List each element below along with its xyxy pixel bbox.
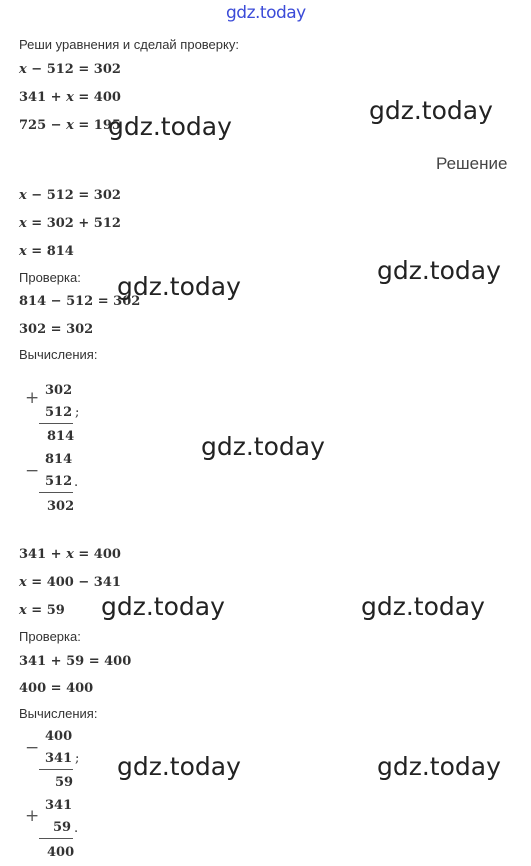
equation-text: 341 + (19, 90, 67, 105)
equation-text: = 400 (73, 90, 121, 105)
plus-sign: + (25, 806, 40, 826)
column-result: 814 (47, 429, 75, 444)
solution2-line-2 (19, 575, 121, 590)
variable: x (19, 603, 27, 618)
variable: x (19, 188, 27, 203)
variable: x (66, 118, 74, 133)
solution2-check-label: Проверка: (19, 629, 81, 644)
variable: x (19, 575, 27, 590)
solution1-line-2 (19, 216, 121, 231)
task-equation-1 (19, 62, 121, 77)
variable: x (66, 90, 74, 105)
column-divider (39, 492, 73, 493)
solution1-check-label: Проверка: (19, 270, 81, 285)
task-equation-2 (19, 90, 121, 105)
variable: x (19, 216, 27, 231)
column-divider (39, 423, 73, 424)
minus-sign: − (25, 738, 40, 758)
column-result: 302 (47, 499, 75, 514)
column-operand-top: 814 (45, 452, 73, 467)
column-result: 59 (55, 775, 74, 790)
watermark: gdz.today (117, 752, 241, 781)
column-operand-top: 302 (45, 383, 73, 398)
watermark: gdz.today (361, 592, 485, 621)
equation-text: − 512 = 302 (26, 188, 121, 203)
column-operand-top: 341 (45, 798, 73, 813)
variable: x (19, 244, 27, 259)
variable: x (19, 62, 27, 77)
column-result: 400 (47, 845, 75, 860)
equation-text: = 400 − 341 (26, 575, 121, 590)
solution1-calc-label: Вычисления: (19, 347, 98, 362)
equation-text: 725 − (19, 118, 67, 133)
solution1-check-2: 302 = 302 (19, 322, 94, 337)
watermark: gdz.today (101, 592, 225, 621)
punctuation: ; (75, 751, 80, 766)
solution2-calc-label: Вычисления: (19, 706, 98, 721)
task-equation-3 (19, 118, 121, 133)
plus-sign: + (25, 388, 40, 408)
column-operand-bottom: 512 (45, 405, 73, 420)
equation-text: = 59 (26, 603, 65, 618)
punctuation: ; (75, 405, 80, 420)
solution1-check-1: 814 − 512 = 302 (19, 294, 141, 309)
solution1-line-3 (19, 244, 74, 259)
equation-text: = 302 + 512 (26, 216, 121, 231)
column-operand-bottom: 341 (45, 751, 73, 766)
task-prompt: Реши уравнения и сделай проверку: (19, 37, 239, 52)
punctuation: . (74, 821, 79, 836)
solution2-check-1: 341 + 59 = 400 (19, 654, 132, 669)
equation-text: = 195 (73, 118, 121, 133)
watermark: gdz.today (377, 256, 501, 285)
site-logo[interactable]: gdz.today (226, 3, 306, 23)
equation-text: = 400 (73, 547, 121, 562)
column-divider (39, 838, 73, 839)
column-operand-bottom: 512 (45, 474, 73, 489)
watermark: gdz.today (377, 752, 501, 781)
solution1-line-1 (19, 188, 121, 203)
equation-text: 341 + (19, 547, 67, 562)
punctuation: . (74, 475, 79, 490)
solution2-line-1 (19, 547, 121, 562)
watermark: gdz.today (369, 96, 493, 125)
watermark: gdz.today (117, 272, 241, 301)
watermark: gdz.today (201, 432, 325, 461)
column-operand-top: 400 (45, 729, 73, 744)
solution2-line-3 (19, 603, 65, 618)
minus-sign: − (25, 461, 40, 481)
equation-text: − 512 = 302 (26, 62, 121, 77)
equation-text: = 814 (26, 244, 74, 259)
solution2-check-2: 400 = 400 (19, 681, 94, 696)
solution-heading: Решение (436, 154, 508, 173)
column-operand-bottom: 59 (53, 820, 72, 835)
watermark: gdz.today (108, 112, 232, 141)
column-divider (39, 769, 73, 770)
variable: x (66, 547, 74, 562)
